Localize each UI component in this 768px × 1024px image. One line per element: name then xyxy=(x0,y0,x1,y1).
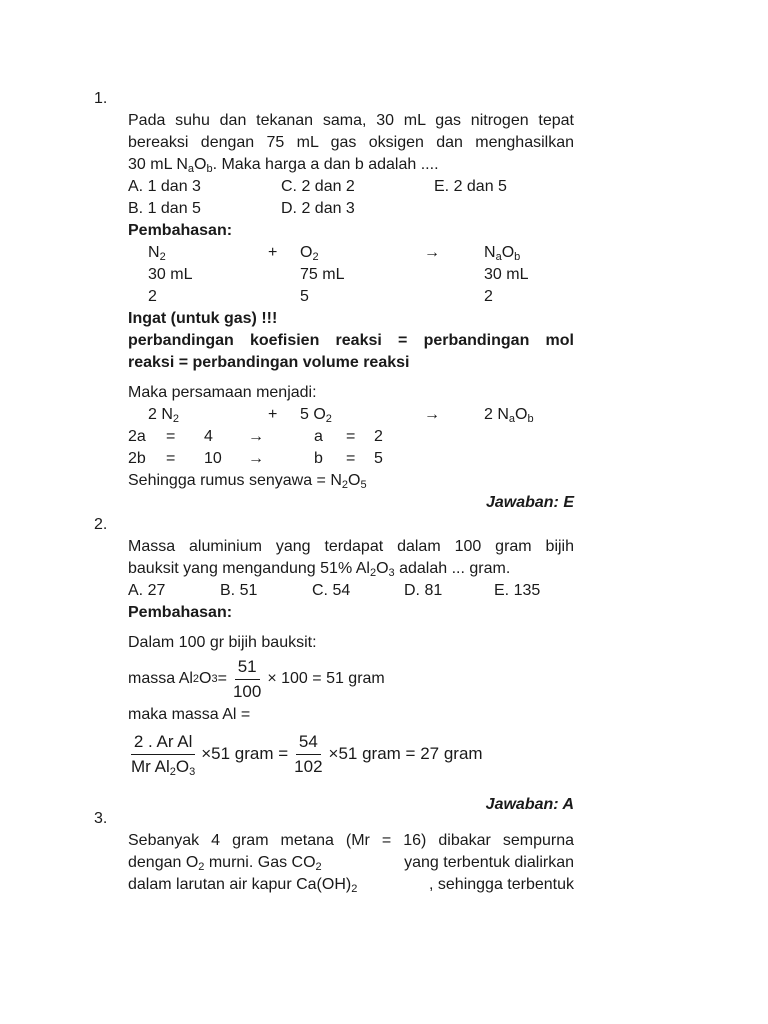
question-stem-line: dengan $O_2$ murni. Gas $CO_2$ yang terbentuk dialirkan xyxy=(128,854,574,873)
question-stem-line: dalam larutan air kapur $Ca(OH)_2$ , sehingga terbentuk xyxy=(128,876,574,895)
question-2 xyxy=(94,514,574,816)
option-e[interactable]: E. 2 dan 5 xyxy=(434,178,507,195)
section-heading: Pembahasan: xyxy=(128,604,233,621)
answer-label: Jawaban: E xyxy=(485,494,574,511)
option-e[interactable]: E. 135 xyxy=(494,582,541,599)
option-a[interactable]: A. 27 xyxy=(128,582,166,599)
question-stem-line: Massa aluminium yang terdapat dalam 100 gram bijih xyxy=(128,538,574,555)
body-text: Sehingga rumus senyawa = $N_2O_5$ xyxy=(128,472,367,491)
reaction-row: 2 5 2 xyxy=(148,288,493,305)
note-heading: Ingat (untuk gas) !!! xyxy=(128,310,278,327)
options-row xyxy=(128,198,574,220)
reaction-row: $N_2$ + $O_2$ → $N_aO_b$ xyxy=(148,244,521,263)
question-number: 3. xyxy=(94,810,108,827)
solution-row: 2b = 10 → b = 5 xyxy=(128,448,574,470)
question-1 xyxy=(94,88,574,514)
section-heading: Pembahasan: xyxy=(128,222,233,239)
arrow-icon: → xyxy=(248,428,264,445)
question-stem-line: Sebanyak 4 gram metana (Mr = 16) dibakar sempurna xyxy=(128,832,574,849)
options-row xyxy=(128,580,574,602)
equation-massa-al: $\frac{\text{2 . Ar Al}}{Mr Al_2O_3}$ ×51 gram = $\frac{54}{102}$ ×51 gram = 27 gram xyxy=(128,726,574,782)
arrow-icon: → xyxy=(424,244,440,261)
equation-row: 2 $N_2$ + 5 $O_2$ → 2 $N_aO_b$ xyxy=(148,406,534,425)
equation-massa-al2o3: massa Al 2 O 3 = $\frac{51}{100}$ × 100 = 51 gram xyxy=(128,656,385,701)
arrow-icon: → xyxy=(424,406,440,423)
body-text: Maka persamaan menjadi: xyxy=(128,384,317,401)
option-d[interactable]: D. 81 xyxy=(404,582,443,599)
note-line: perbandingan koefisien reaksi = perbandingan mol xyxy=(128,332,574,349)
question-stem-line: bauksit yang mengandung 51% $Al_2O_3$ adalah ... gram. xyxy=(128,560,511,579)
reaction-row: 30 mL 75 mL 30 mL xyxy=(148,266,529,283)
solution-row: 2a = 4 → a = 2 xyxy=(128,426,574,448)
body-text: Dalam 100 gr bijih bauksit: xyxy=(128,634,317,651)
option-b[interactable]: B. 51 xyxy=(220,582,258,599)
note-line: reaksi = perbandingan volume reaksi xyxy=(128,354,410,371)
fraction: $\frac{\text{2 . Ar Al}}{Mr Al_2O_3}$ xyxy=(131,731,196,778)
answer-label: Jawaban: A xyxy=(485,796,574,813)
question-stem-line: 30 mL $N_aO_b$. Maka harga a dan b adalah .... xyxy=(128,156,439,175)
fraction: $\frac{54}{102}$ xyxy=(294,731,323,776)
option-d[interactable]: D. 2 dan 3 xyxy=(281,200,355,217)
option-a[interactable]: A. 1 dan 3 xyxy=(128,178,201,195)
question-number: 1. xyxy=(94,90,108,107)
question-stem-line: Pada suhu dan tekanan sama, 30 mL gas nitrogen tepat xyxy=(128,112,574,129)
fraction: $\frac{51}{100}$ xyxy=(232,656,262,701)
option-c[interactable]: C. 54 xyxy=(312,582,351,599)
question-stem-line: bereaksi dengan 75 mL gas oksigen dan menghasilkan xyxy=(128,134,574,151)
question-3 xyxy=(94,808,574,896)
question-number: 2. xyxy=(94,516,108,533)
body-text: maka massa Al = xyxy=(128,706,251,723)
arrow-icon: → xyxy=(248,450,264,467)
option-b[interactable]: B. 1 dan 5 xyxy=(128,200,201,217)
options-row xyxy=(128,176,574,198)
option-c[interactable]: C. 2 dan 2 xyxy=(281,178,355,195)
